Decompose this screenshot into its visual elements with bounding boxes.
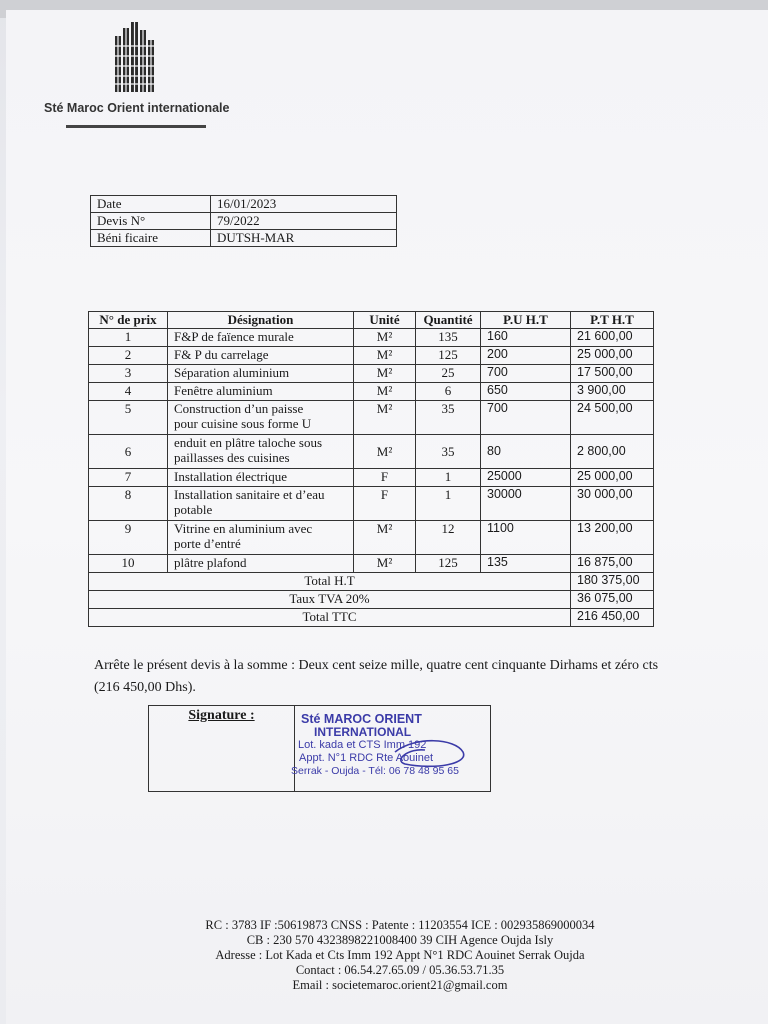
table-row [89, 435, 654, 469]
company-stamp [291, 706, 491, 792]
info-row-devis [91, 213, 397, 230]
item-unit-price: 30000 [481, 487, 571, 521]
item-quantity: 125 [416, 555, 481, 573]
table-row [89, 365, 654, 383]
item-unit: M² [354, 521, 416, 555]
total-ttc-row [89, 609, 654, 627]
item-quantity: 1 [416, 487, 481, 521]
item-quantity: 135 [416, 329, 481, 347]
item-number: 2 [89, 347, 168, 365]
item-unit: M² [354, 435, 416, 469]
item-total-price: 17 500,00 [571, 365, 654, 383]
column-header: N° de prix [89, 312, 168, 329]
item-total-price: 21 600,00 [571, 329, 654, 347]
item-total-price: 25 000,00 [571, 469, 654, 487]
stamp-line: Serrak - Oujda - Tél: 06 78 48 95 65 [291, 765, 459, 777]
item-total-price: 13 200,00 [571, 521, 654, 555]
item-quantity: 12 [416, 521, 481, 555]
total-value: 36 075,00 [571, 591, 654, 609]
item-quantity: 6 [416, 383, 481, 401]
item-designation [168, 435, 354, 469]
signature-label: Signature : [149, 706, 295, 792]
total-value: 216 450,00 [571, 609, 654, 627]
item-unit: F [354, 469, 416, 487]
total-label: Taux TVA 20% [89, 591, 571, 609]
info-row-beneficiaire [91, 230, 397, 247]
item-designation: Installation électrique [168, 469, 354, 487]
signature-scribble [385, 734, 475, 774]
total-label: Total TTC [89, 609, 571, 627]
info-label: Date [91, 196, 211, 213]
item-quantity: 35 [416, 435, 481, 469]
table-row [89, 383, 654, 401]
item-total-price: 24 500,00 [571, 401, 654, 435]
amount-line: Arrête le présent devis à la somme : Deux cent seize mille, quatre cent cinquante Dirhams et zéro cts [94, 658, 659, 673]
item-number: 10 [89, 555, 168, 573]
item-number: 5 [89, 401, 168, 435]
item-number: 8 [89, 487, 168, 521]
item-unit: M² [354, 365, 416, 383]
total-ht-row [89, 573, 654, 591]
stamp-line: Appt. N°1 RDC Rte Aouinet [299, 752, 434, 764]
table-header-row [89, 312, 654, 329]
table-row [89, 555, 654, 573]
info-value: 16/01/2023 [211, 196, 397, 213]
footer-email: Email : societemaroc.orient21@gmail.com [292, 978, 508, 992]
column-header: Quantité [416, 312, 481, 329]
table-row [89, 487, 654, 521]
table-row [89, 469, 654, 487]
footer-address: Adresse : Lot Kada et Cts Imm 192 Appt N°1 RDC Aouinet Serrak Oujda [215, 948, 585, 962]
footer [150, 918, 650, 993]
item-quantity: 125 [416, 347, 481, 365]
quote-items-table [88, 311, 654, 627]
total-value: 180 375,00 [571, 573, 654, 591]
item-unit-price: 700 [481, 365, 571, 383]
item-quantity: 25 [416, 365, 481, 383]
item-quantity: 35 [416, 401, 481, 435]
info-label: Béni ficaire [91, 230, 211, 247]
table-row [89, 401, 654, 435]
designation-line: pour cuisine sous forme U [174, 416, 312, 431]
column-header: Unité [354, 312, 416, 329]
item-number: 6 [89, 435, 168, 469]
header-rule [66, 125, 206, 128]
item-designation [168, 521, 354, 555]
column-header: P.T H.T [571, 312, 654, 329]
item-unit-price: 135 [481, 555, 571, 573]
item-total-price: 25 000,00 [571, 347, 654, 365]
designation-line: enduit en plâtre taloche sous [174, 435, 323, 450]
item-unit-price: 160 [481, 329, 571, 347]
item-designation: F&P de faïence murale [168, 329, 354, 347]
item-unit: M² [354, 555, 416, 573]
designation-line: Installation sanitaire et d’eau [174, 487, 325, 502]
company-name: Sté Maroc Orient internationale [44, 101, 230, 115]
table-row [89, 329, 654, 347]
stamp-line: Lot. kada et CTS Imm 192 [298, 739, 427, 751]
table-row [89, 347, 654, 365]
designation-line: Vitrine en aluminium avec [174, 521, 313, 536]
stamp-line: INTERNATIONAL [314, 725, 412, 739]
item-unit-price: 200 [481, 347, 571, 365]
item-total-price: 30 000,00 [571, 487, 654, 521]
item-unit: M² [354, 329, 416, 347]
item-unit: F [354, 487, 416, 521]
item-designation: Séparation aluminium [168, 365, 354, 383]
footer-bank: CB : 230 570 4323898221008400 39 CIH Agence Oujda Isly [246, 933, 554, 947]
info-value: DUTSH-MAR [211, 230, 397, 247]
footer-contact: Contact : 06.54.27.65.09 / 05.36.53.71.35 [295, 963, 505, 977]
amount-line: (216 450,00 Dhs). [94, 680, 196, 695]
item-unit-price: 1100 [481, 521, 571, 555]
item-designation: plâtre plafond [168, 555, 354, 573]
item-number: 7 [89, 469, 168, 487]
item-unit: M² [354, 383, 416, 401]
tva-row [89, 591, 654, 609]
item-number: 1 [89, 329, 168, 347]
designation-line: Construction d’un paisse [174, 401, 304, 416]
item-unit-price: 650 [481, 383, 571, 401]
item-designation: F& P du carrelage [168, 347, 354, 365]
total-label: Total H.T [89, 573, 571, 591]
item-total-price: 3 900,00 [571, 383, 654, 401]
info-value: 79/2022 [211, 213, 397, 230]
building-icon [112, 22, 160, 94]
item-number: 9 [89, 521, 168, 555]
info-label: Devis N° [91, 213, 211, 230]
item-number: 4 [89, 383, 168, 401]
designation-line: porte d’entré [174, 536, 241, 551]
footer-registration: RC : 3783 IF :50619873 CNSS : Patente : 11203554 ICE : 002935869000034 [205, 918, 595, 932]
signature-box [148, 705, 491, 792]
item-unit: M² [354, 347, 416, 365]
column-header: P.U H.T [481, 312, 571, 329]
item-total-price: 16 875,00 [571, 555, 654, 573]
item-unit-price: 80 [481, 435, 571, 469]
column-header: Désignation [168, 312, 354, 329]
item-unit-price: 700 [481, 401, 571, 435]
item-total-price: 2 800,00 [571, 435, 654, 469]
amount-in-words [94, 655, 694, 699]
item-quantity: 1 [416, 469, 481, 487]
table-row [89, 521, 654, 555]
item-number: 3 [89, 365, 168, 383]
stamp-line: Sté MAROC ORIENT [301, 712, 422, 726]
info-row-date [91, 196, 397, 213]
item-designation [168, 401, 354, 435]
designation-line: paillasses des cuisines [174, 450, 290, 465]
item-unit-price: 25000 [481, 469, 571, 487]
item-designation [168, 487, 354, 521]
item-unit: M² [354, 401, 416, 435]
item-designation: Fenêtre aluminium [168, 383, 354, 401]
designation-line: potable [174, 502, 213, 517]
info-table [90, 195, 397, 247]
